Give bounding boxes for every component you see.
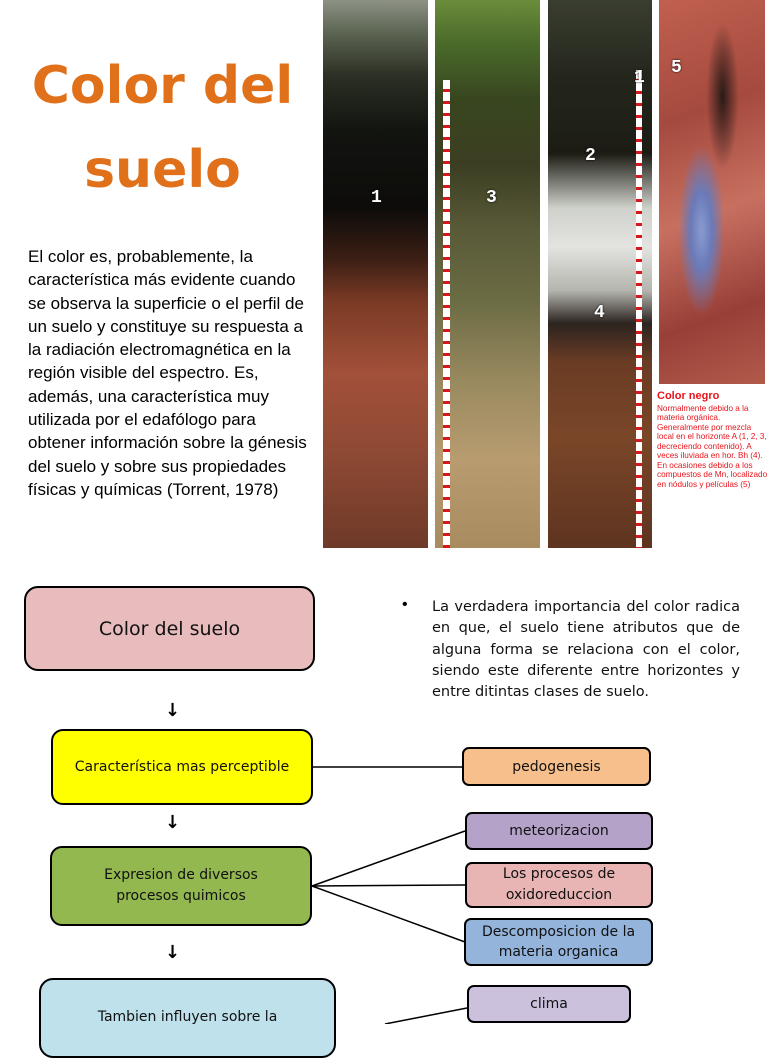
step2-box (50, 846, 312, 926)
arrow-down-3: ↓ (165, 942, 181, 963)
step3-box (39, 978, 336, 1058)
photo-3-number-4: 4 (594, 303, 605, 323)
connector-step2-descomposicion (312, 886, 465, 942)
photo-2-number: 3 (486, 188, 497, 208)
bullet-dot: • (402, 596, 408, 613)
step2-box-label: Expresion de diversos procesos quimicos (104, 867, 258, 904)
photo-1-number: 1 (371, 188, 382, 208)
pedogenesis-label: pedogenesis (512, 758, 601, 775)
step3-box-label: Tambien influyen sobre la (97, 1009, 278, 1025)
meteorizacion-label: meteorizacion (509, 823, 609, 839)
connector-step2-meteorizacion (312, 831, 465, 886)
bullet-paragraph: La verdadera importancia del color radica en que, el suelo tiene atributos que de alguna forma se relaciona con el color, siendo este diferente entre horizontes y entre ditintas clases de suelo. (432, 599, 740, 701)
descomposicion-label: Descomposicion de la materia organica (481, 923, 636, 960)
clima-label: clima (530, 996, 568, 1012)
oxido-label: Los procesos de oxidoreduccion (502, 866, 616, 903)
photo-3-number-2: 2 (585, 146, 596, 166)
arrow-down-1: ↓ (165, 700, 181, 721)
photo-3-number-1: 1 (634, 68, 645, 88)
pedogenesis-box (462, 747, 651, 786)
step1-box-label: Característica mas perceptible (74, 759, 290, 775)
title-line-2: suelo (84, 140, 241, 201)
step1-box (51, 729, 313, 805)
root-box-label: Color del suelo (98, 617, 241, 640)
clima-box (467, 985, 631, 1023)
photo-4-number: 5 (671, 58, 682, 78)
meteorizacion-box (465, 812, 653, 850)
caption-title: Color negro (657, 390, 720, 402)
arrow-down-2: ↓ (165, 812, 181, 833)
connector-step3-clima (385, 1008, 467, 1024)
root-box (24, 586, 315, 671)
connector-step2-oxido (312, 885, 465, 886)
descomposicion-box (464, 918, 653, 966)
caption-body: Normalmente debido a la materia orgánica. Generalmente por mezcla local en el horizonte A (1, 2, 3, decreciendo contenido). A veces iluviada en hor. Bh (4). En ocasiones debido a los compuestos de Mn, localizado en nódulos y películas (5) (657, 403, 768, 489)
oxido-box (465, 862, 653, 908)
intro-paragraph: El color es, probablemente, la característica más evidente cuando se observa la superficie o el perfil de un suelo y constituye su respuesta a la radiación electromagnética en la región visible del espectro. Es, además, una característica muy utilizada por el edafólogo para obtener información sobre la génesis del suelo y sobre sus propiedades físicas y químicas (Torrent, 1978) (28, 247, 307, 499)
title-line-1: Color del (31, 56, 294, 116)
